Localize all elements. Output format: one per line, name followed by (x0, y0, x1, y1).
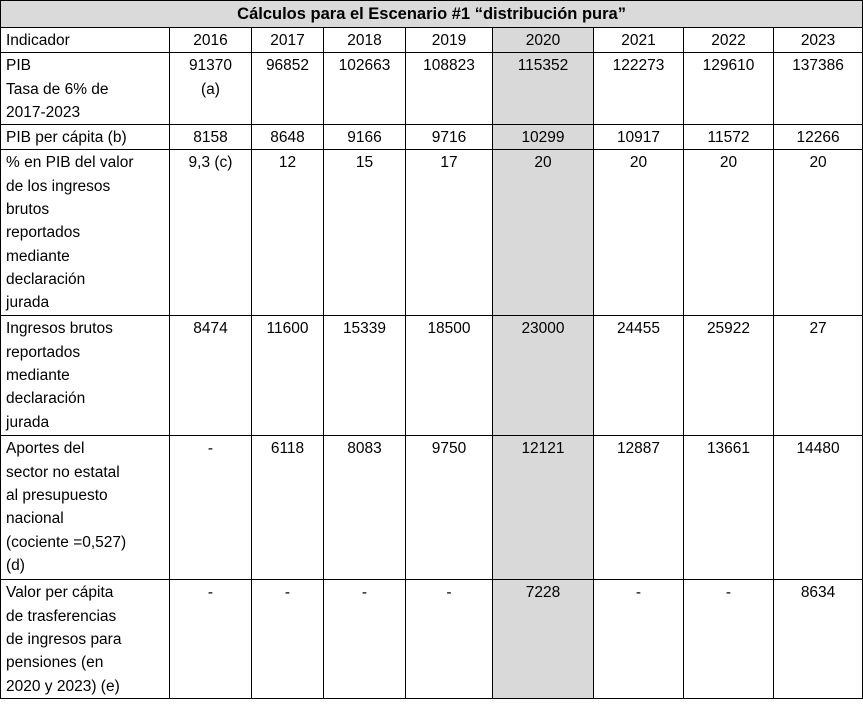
cell-2023 (774, 125, 863, 150)
cell-2022 (684, 436, 774, 580)
cell-2021 (594, 580, 684, 698)
cell-2017 (252, 580, 324, 698)
cell-value: - (361, 584, 368, 602)
cell-value: 122273 (612, 57, 665, 75)
row-label-line: pensiones (en (6, 654, 104, 672)
cell-value: 18500 (427, 320, 471, 338)
cell-value: 6118 (270, 440, 305, 458)
row-label-line: mediante (6, 367, 70, 385)
cell-value: 12121 (521, 440, 565, 458)
cell-2017 (252, 125, 324, 150)
cell-value: 8158 (193, 129, 228, 147)
row-label-line: sector no estatal (6, 463, 120, 481)
row-label-line: de trasferencias (6, 607, 117, 625)
cell-2020 (493, 150, 594, 316)
cell-value: 17 (440, 154, 458, 172)
header-year-2018: 2018 (324, 28, 406, 53)
cell-value: - (725, 584, 732, 602)
cell-value: 10299 (521, 129, 565, 147)
cell-2021 (594, 125, 684, 150)
row-label-line: mediante (6, 247, 70, 265)
cell-2017 (252, 436, 324, 580)
row-label-line: Valor per cápita (6, 584, 114, 602)
cell-value: 8474 (193, 320, 228, 338)
header-indicator: Indicador (1, 28, 170, 53)
cell-value: - (207, 584, 214, 602)
table-row (1, 125, 863, 150)
cell-2016 (170, 53, 252, 125)
title-row (1, 1, 863, 28)
row-label-line: (cociente =0,527) (6, 533, 127, 551)
header-year-2021: 2021 (594, 28, 684, 53)
row-label (1, 316, 170, 436)
cell-2018 (324, 316, 406, 436)
cell-value: 108823 (423, 57, 475, 75)
row-label-line: nacional (6, 510, 64, 528)
cell-2022 (684, 125, 774, 150)
cell-value: 10917 (616, 129, 661, 147)
row-label-line: jurada (6, 413, 50, 431)
cell-2022 (684, 53, 774, 125)
cell-2016 (170, 436, 252, 580)
cell-2019 (406, 125, 493, 150)
row-label-line: de ingresos para (6, 631, 122, 649)
header-year-2017: 2017 (252, 28, 324, 53)
row-label-line: al presupuesto (6, 487, 108, 505)
cell-2023 (774, 316, 863, 436)
cell-2017 (252, 53, 324, 125)
header-year-2019: 2019 (406, 28, 493, 53)
row-label (1, 53, 170, 125)
cell-value: 12887 (616, 440, 661, 458)
cell-value: 8083 (347, 440, 382, 458)
cell-value: - (446, 584, 452, 602)
cell-value: 8634 (800, 584, 836, 602)
row-label-line: reportados (6, 224, 81, 242)
cell-2020 (493, 53, 594, 125)
cell-2023 (774, 53, 863, 125)
cell-value: 91370 (188, 57, 233, 75)
table-body (1, 53, 863, 699)
cell-value: 8648 (270, 129, 305, 147)
cell-2021 (594, 150, 684, 316)
cell-value: 24455 (616, 320, 661, 338)
row-label-line: jurada (6, 294, 50, 312)
row-label-line: PIB (6, 57, 31, 75)
row-label-line: 2020 y 2023) (e) (6, 677, 120, 695)
header-year-2022: 2022 (684, 28, 774, 53)
cell-2023 (774, 580, 863, 698)
cell-2017 (252, 316, 324, 436)
cell-value: 27 (809, 320, 827, 338)
cell-2022 (684, 316, 774, 436)
row-label (1, 150, 170, 316)
cell-value: 115352 (517, 57, 569, 75)
cell-2021 (594, 53, 684, 125)
cell-value: - (284, 584, 291, 602)
cell-value: 11600 (266, 320, 309, 338)
cell-value: 15 (355, 154, 374, 172)
table-title: Cálculos para el Escenario #1 “distribución pura” (1, 1, 863, 28)
row-label-line: 2017-2023 (6, 103, 81, 121)
cell-2018 (324, 436, 406, 580)
cell-2018 (324, 150, 406, 316)
cell-value: 102663 (338, 57, 391, 75)
row-label-line: brutos (6, 201, 50, 219)
table-row (1, 316, 863, 436)
cell-2018 (324, 125, 406, 150)
row-label-line: Aportes del (6, 440, 85, 458)
cell-value: 12 (278, 154, 297, 172)
cell-2022 (684, 150, 774, 316)
row-label-line: declaración (6, 390, 86, 408)
row-label-line: reportados (6, 343, 81, 361)
cell-value: 129610 (702, 57, 755, 75)
row-label-line: declaración (6, 270, 86, 288)
cell-2021 (594, 436, 684, 580)
row-label-line: de los ingresos (6, 177, 111, 195)
row-label (1, 436, 170, 580)
cell-value: 96852 (265, 57, 310, 75)
cell-value: 20 (719, 154, 738, 172)
cell-value: 9166 (347, 129, 382, 147)
row-label (1, 125, 170, 150)
row-label-line: Tasa de 6% de (6, 80, 109, 98)
cell-2021 (594, 316, 684, 436)
header-year-2016: 2016 (170, 28, 252, 53)
cell-2023 (774, 436, 863, 580)
cell-2016 (170, 150, 252, 316)
cell-2019 (406, 580, 493, 698)
row-label-line: (d) (6, 556, 25, 574)
cell-2016 (170, 125, 252, 150)
row-label-line: PIB per cápita (b) (6, 129, 127, 147)
cell-2018 (324, 580, 406, 698)
cell-2020 (493, 125, 594, 150)
row-label-line: % en PIB del valor (6, 154, 134, 172)
cell-2019 (406, 53, 493, 125)
cell-2020 (493, 580, 594, 698)
cell-2020 (493, 436, 594, 580)
cell-value: 20 (534, 154, 552, 172)
cell-value: 15339 (342, 320, 387, 338)
table-row (1, 53, 863, 125)
cell-value: 23000 (521, 320, 565, 338)
cell-value: 9,3 (c) (188, 154, 233, 172)
table-row (1, 150, 863, 316)
cell-value: 20 (629, 154, 648, 172)
cell-2019 (406, 436, 493, 580)
cell-value: 14480 (796, 440, 840, 458)
cell-value: 12266 (796, 129, 840, 147)
cell-2019 (406, 316, 493, 436)
cell-2016 (170, 580, 252, 698)
row-label (1, 580, 170, 698)
header-year-2023: 2023 (774, 28, 863, 53)
cell-2018 (324, 53, 406, 125)
cell-value: (a) (201, 80, 220, 98)
cell-value: - (207, 440, 214, 458)
cell-2020 (493, 316, 594, 436)
header-year-2020: 2020 (493, 28, 594, 53)
cell-value: - (635, 584, 642, 602)
cell-2023 (774, 150, 863, 316)
cell-value: 9750 (431, 440, 467, 458)
row-label-line: Ingresos brutos (6, 320, 113, 338)
cell-value: 7228 (525, 584, 561, 602)
cell-value: 137386 (792, 57, 844, 75)
cell-2016 (170, 316, 252, 436)
cell-2017 (252, 150, 324, 316)
cell-value: 11572 (707, 129, 750, 147)
cell-2019 (406, 150, 493, 316)
cell-value: 13661 (706, 440, 751, 458)
cell-value: 20 (809, 154, 827, 172)
table-row (1, 580, 863, 698)
cell-value: 25922 (706, 320, 751, 338)
header-row (1, 28, 863, 53)
cell-value: 9716 (431, 129, 467, 147)
table-row (1, 436, 863, 580)
cell-2022 (684, 580, 774, 698)
